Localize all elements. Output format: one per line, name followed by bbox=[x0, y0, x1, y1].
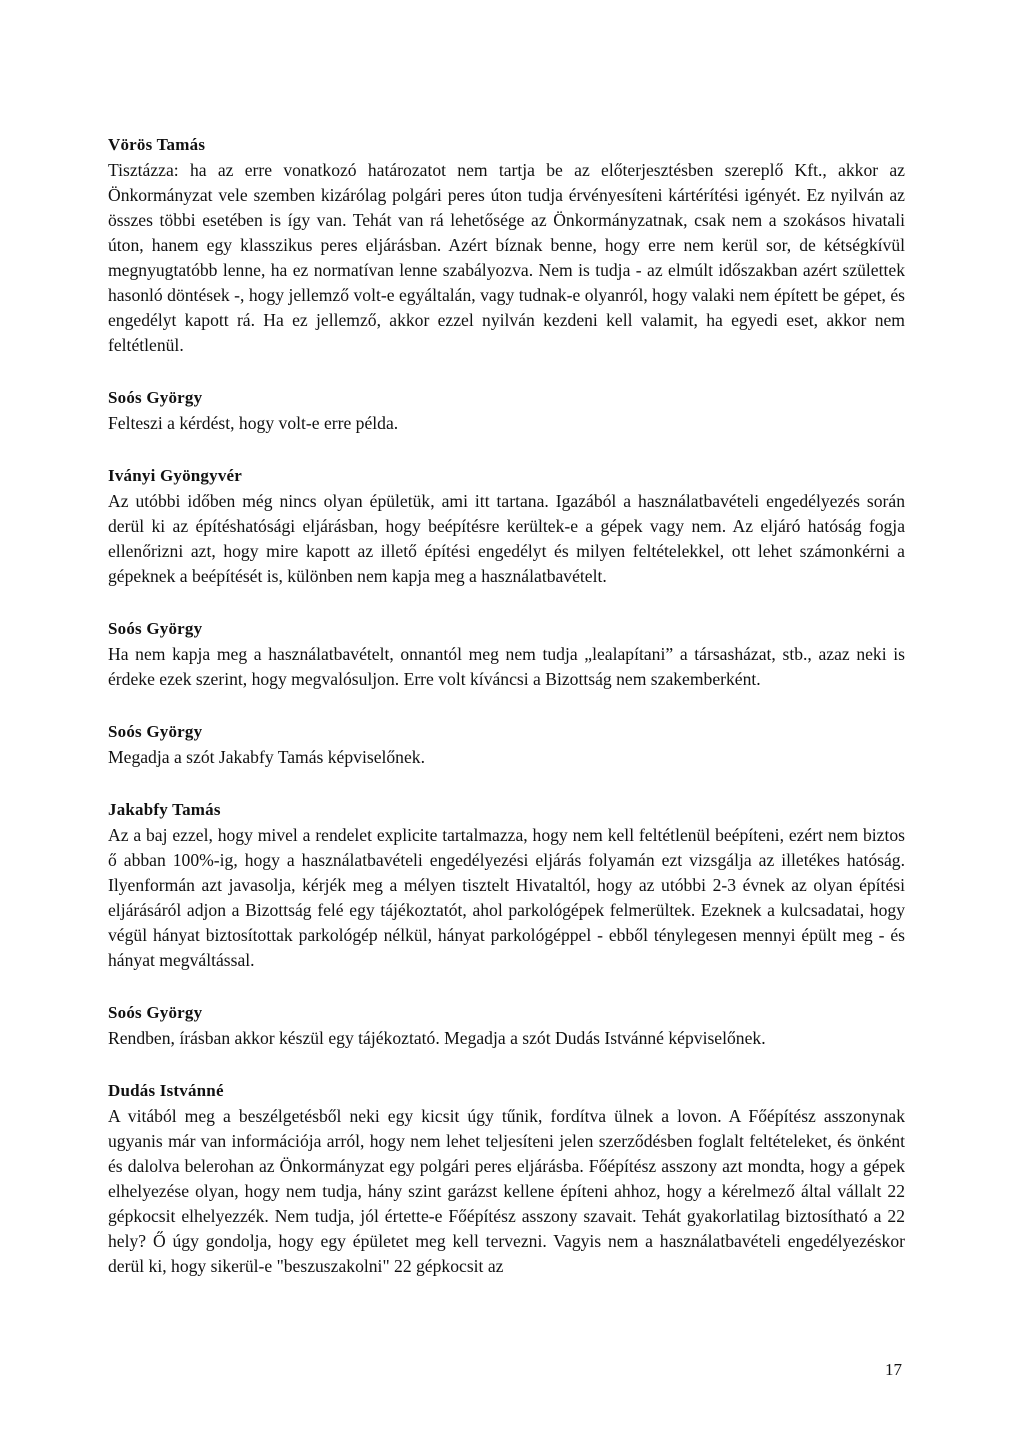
speech-text: Az utóbbi időben még nincs olyan épületük, ami itt tartana. Igazából a használatbavételi engedélyezés során derül ki az építéshatósági eljárásban, hogy beépítésre kerültek-e a gépek vagy nem. Az eljáró hatóság fogja ellenőrizni azt, hogy mire kapott az illető építési engedélyt és milyen feltételekkel, ott lehet számonkérni a gépeknek a beépítését is, különben nem kapja meg a használatbavételt. bbox=[108, 491, 905, 586]
speech-text: Megadja a szót Jakabfy Tamás képviselőnek. bbox=[108, 747, 425, 767]
speech-block bbox=[108, 616, 905, 692]
speech-block bbox=[108, 463, 905, 589]
speech-text: Ha nem kapja meg a használatbavételt, onnantól meg nem tudja „lealapítani” a társasházat, stb., azaz neki is érdeke ezek szerint, hogy megvalósuljon. Erre volt kíváncsi a Bizottság nem szakemberként. bbox=[108, 644, 905, 689]
speech-block bbox=[108, 385, 905, 436]
speech-block bbox=[108, 1078, 905, 1279]
minutes-body bbox=[108, 132, 905, 1306]
speech-text: Az a baj ezzel, hogy mivel a rendelet explicite tartalmazza, hogy nem kell feltétlenül beépíteni, ezért nem biztos ő abban 100%-ig, hogy a használatbavételi engedélyezési eljárás folyamán ezt vizsgálja az illetékes hatóság. Ilyenformán azt javasolja, kérjék meg a mélyen tisztelt Hivataltól, hogy az utóbbi 2-3 évnek az olyan építési eljárásáról adjon a Bizottság felé egy tájékoztatót, ahol parkológépek felmerültek. Ezeknek a kulcsadatai, hogy végül hányat biztosítottak parkológép nélkül, hányat parkológéppel - ebből ténylegesen mennyi épült meg - és hányat megváltással. bbox=[108, 825, 905, 970]
speech-text: Felteszi a kérdést, hogy volt-e erre példa. bbox=[108, 413, 399, 433]
speech-block bbox=[108, 132, 905, 358]
speaker-name: Soós György bbox=[108, 722, 203, 741]
speech-block bbox=[108, 1000, 905, 1051]
speaker-name: Iványi Gyöngyvér bbox=[108, 466, 243, 485]
page-number: 17 bbox=[885, 1360, 902, 1379]
speaker-name: Soós György bbox=[108, 1003, 203, 1022]
speaker-name: Vörös Tamás bbox=[108, 135, 206, 154]
speech-block bbox=[108, 719, 905, 770]
speech-text: A vitából meg a beszélgetésből neki egy kicsit úgy tűnik, fordítva ülnek a lovon. A Főépítész asszonynak ugyanis már van információja arról, hogy nem lehet teljesíteni jelen szerződésben foglalt feltételeket, és önként és dalolva belerohan az Önkormányzat egy polgári peres eljárásba. Főépítész asszony azt mondta, hogy a gépek elhelyezése olyan, hogy nem tudja, hány szint garázst kellene építeni ahhoz, hogy a kérelmező által vállalt 22 gépkocsit elhelyezzék. Nem tudja, jól értette-e Főépítész asszony szavait. Tehát gyakorlatilag biztosítható a 22 hely? Ő úgy gondolja, hogy egy épületet meg kell tervezni. Vagyis nem a használatbavételi engedélyezéskor derül ki, hogy sikerül-e "beszuszakolni" 22 gépkocsit az bbox=[108, 1106, 905, 1276]
speech-text: Tisztázza: ha az erre vonatkozó határozatot nem tartja be az előterjesztésben szereplő Kft., akkor az Önkormányzat vele szemben kizárólag polgári peres úton tudja érvényesíteni kártérítési igényét. Ez nyilván az összes többi esetében is így van. Tehát van rá lehetősége az Önkormányzatnak, csak nem a szokásos hivatali úton, hanem egy klasszikus peres eljárásban. Azért bíznak benne, hogy erre nem kerül sor, de kétségkívül megnyugtatóbb lenne, ha ez normatívan lenne szabályozva. Nem is tudja - az elmúlt időszakban azért születtek hasonló döntések -, hogy jellemző volt-e egyáltalán, vagy tudnak-e olyanról, hogy valaki nem épített be gépet, és engedélyt kapott rá. Ha ez jellemző, akkor ezzel nyilván kezdeni kell valamit, ha egyedi eset, akkor nem feltétlenül. bbox=[108, 160, 905, 355]
speaker-name: Jakabfy Tamás bbox=[108, 800, 221, 819]
speech-text: Rendben, írásban akkor készül egy tájékoztató. Megadja a szót Dudás Istvánné képviselőnek. bbox=[108, 1028, 766, 1048]
speech-block bbox=[108, 797, 905, 973]
speaker-name: Dudás Istvánné bbox=[108, 1081, 224, 1100]
speaker-name: Soós György bbox=[108, 619, 203, 638]
speaker-name: Soós György bbox=[108, 388, 203, 407]
